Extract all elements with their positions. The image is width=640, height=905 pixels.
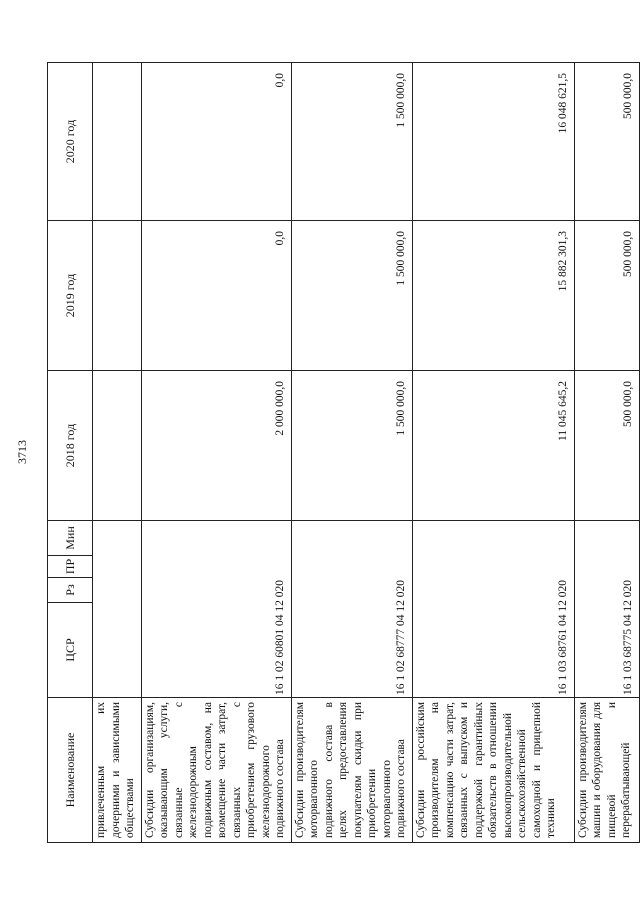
row-code: 16 1 02 68777 04 12 020 [291, 521, 412, 698]
row-name: Субсидии производителям моторвагонного подвижного состава в целях предоставления покупателям скидки при приобретении моторвагонного подвижного состава [291, 698, 412, 843]
header-name: Наименование [48, 698, 93, 843]
row-name: Субсидии российским производителям на компенсацию части затрат, связанных с выпуском и поддержкой гарантийных обязательств в отношении высокопроизводительной сельскохозяйственной самоходной и прицепной техники [412, 698, 574, 843]
budget-table [47, 62, 640, 843]
row-code: 16 1 03 68775 04 12 020 [574, 521, 639, 698]
header-2020: 2020 год [48, 63, 93, 221]
row-2020: 0,0 [141, 63, 291, 221]
row-2020: 500 000,0 [574, 63, 639, 221]
row-2018: 2 000 000,0 [141, 371, 291, 521]
table-row [412, 63, 574, 843]
row-2018: 1 500 000,0 [291, 371, 412, 521]
row-code: 16 1 03 68761 04 12 020 [412, 521, 574, 698]
table-row [141, 63, 291, 843]
row-2019: 1 500 000,0 [291, 221, 412, 371]
row-2019: 0,0 [141, 221, 291, 371]
row-2019: 500 000,0 [574, 221, 639, 371]
header-2019: 2019 год [48, 221, 93, 371]
header-2018: 2018 год [48, 371, 93, 521]
row-2020 [93, 63, 142, 221]
table-header-row [48, 63, 93, 843]
row-2018: 11 045 645,2 [412, 371, 574, 521]
page-number: 3713 [15, 440, 29, 464]
row-name: Субсидии производителям машин и оборудования для пищевой и перерабатывающей [574, 698, 639, 843]
header-rz: Рз [48, 578, 93, 603]
row-2020: 1 500 000,0 [291, 63, 412, 221]
row-name: Субсидии организациям, оказывающим услуги, связанные с железнодорожным подвижным составом, на возмещение части затрат, связанных с приобретением грузового железнодорожного подвижного состава [141, 698, 291, 843]
row-code: 16 1 02 60801 04 12 020 [141, 521, 291, 698]
row-code [93, 521, 142, 698]
rotated-page [47, 63, 634, 843]
table-row [291, 63, 412, 843]
table-row [93, 63, 142, 843]
row-2019 [93, 221, 142, 371]
row-2018: 500 000,0 [574, 371, 639, 521]
row-name: привлеченным их дочерними и зависимыми обществами [93, 698, 142, 843]
row-2020: 16 048 621,5 [412, 63, 574, 221]
header-min: Мин [48, 521, 93, 556]
row-2019: 15 882 301,3 [412, 221, 574, 371]
header-pr: ПР [48, 556, 93, 578]
header-csr: ЦСР [48, 603, 93, 698]
table-row [574, 63, 639, 843]
row-2018 [93, 371, 142, 521]
